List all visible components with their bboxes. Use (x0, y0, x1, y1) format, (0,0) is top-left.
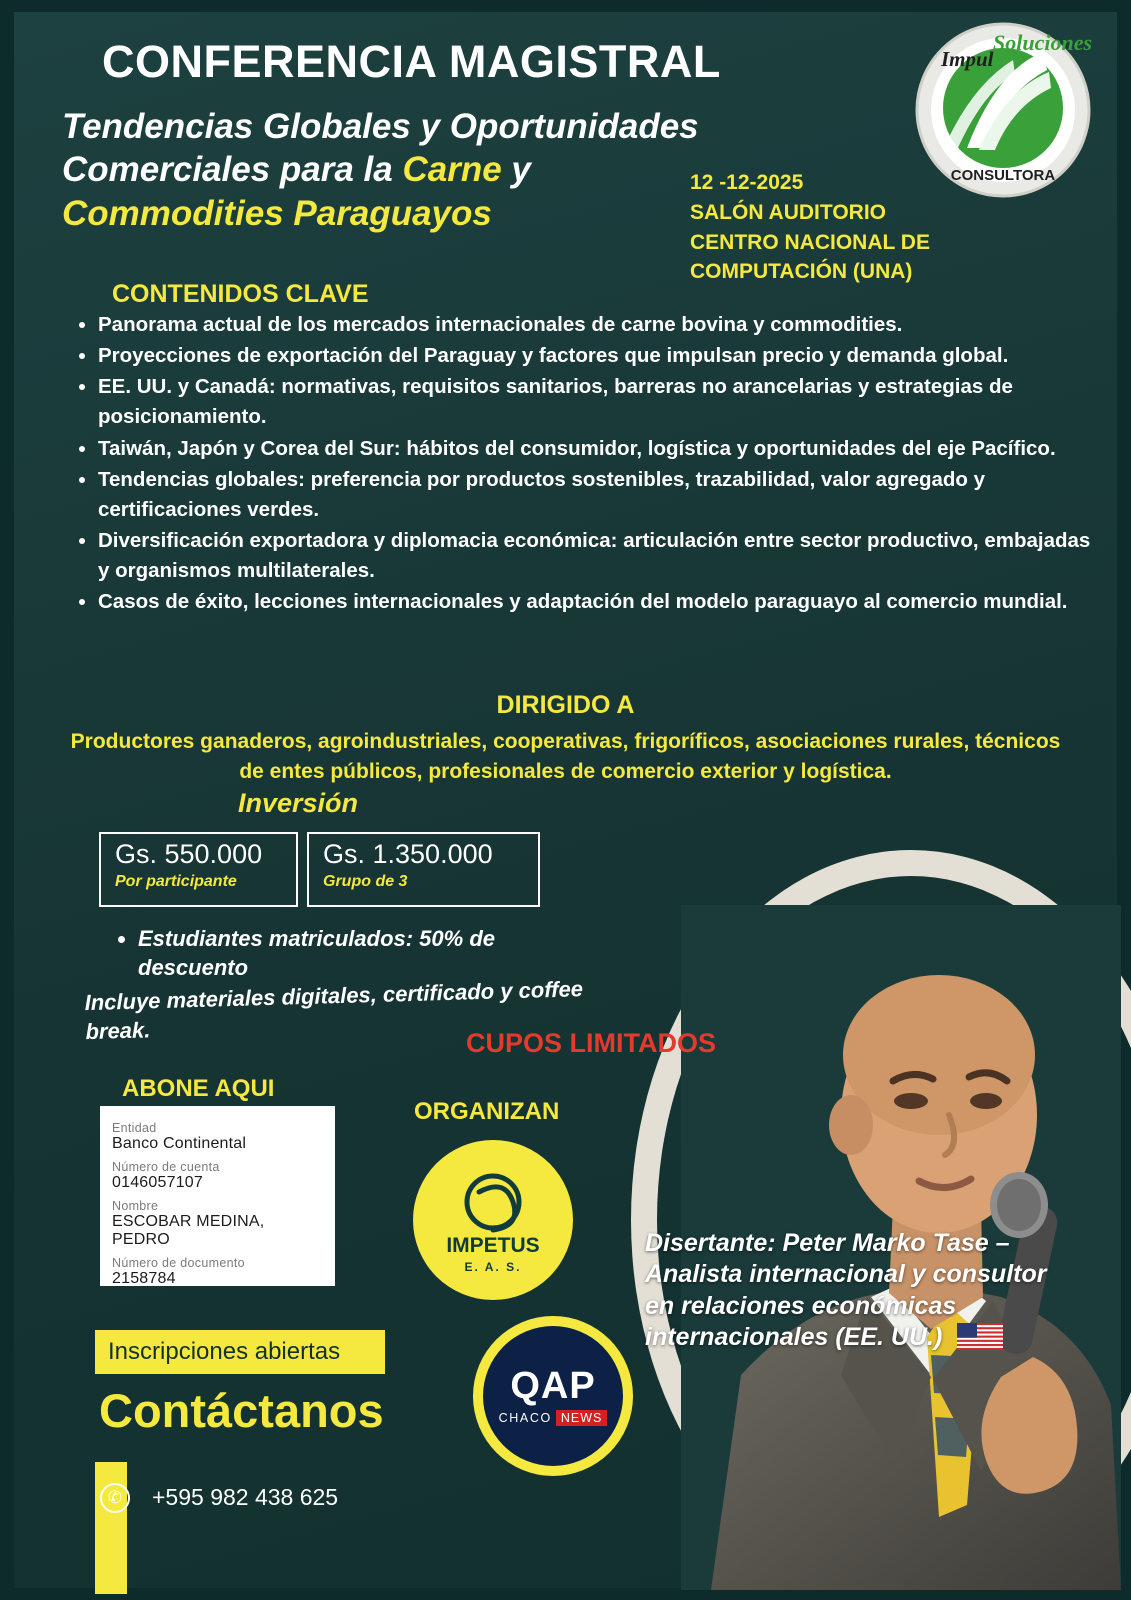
event-venue-line-2: CENTRO NACIONAL DE (690, 230, 930, 254)
bank-name-value: ESCOBAR MEDINA, PEDRO (112, 1213, 265, 1248)
list-item: • Proyecciones de exportación del Paraguay y factores que impulsan precio y demanda global. (98, 341, 1098, 371)
subtitle-line-3: Commodities Paraguayos (62, 193, 492, 233)
logo-impul-text: Impul (941, 47, 994, 71)
qap-subtitle (499, 1410, 608, 1426)
svg-text:IMPETUS: IMPETUS (446, 1234, 540, 1257)
list-item: • EE. UU. y Canadá: normativas, requisitos sanitarios, barreras no arancelarias y estrategias de posicionamiento. (98, 372, 1098, 432)
logo-sub-text: CONSULTORA (950, 167, 1056, 184)
bank-details-card (100, 1106, 335, 1286)
qap-news-text: NEWS (556, 1410, 608, 1426)
bank-account-value: 0146057107 (112, 1174, 203, 1191)
decorative-yellow-strip (95, 1462, 127, 1594)
subtitle-line-2-b: y (501, 150, 531, 190)
impetus-logo (413, 1140, 573, 1300)
event-date: 12 -12-2025 (690, 171, 804, 194)
includes-text: Incluye materiales digitales, certificado y coffee break. (84, 976, 584, 1044)
discount-item: • Estudiantes matriculados: 50% de descuento (138, 925, 598, 982)
phone-number: +595 982 438 625 (152, 1484, 339, 1510)
qap-wordmark: QAP (510, 1364, 596, 1407)
bank-name-label: Nombre (112, 1199, 159, 1213)
list-item: • Casos de éxito, lecciones internacionales y adaptación del modelo paraguayo al comercio mundial. (98, 587, 1098, 617)
bank-entity-label: Entidad (112, 1121, 157, 1135)
subtitle-line-2-a: Comerciales para la (62, 150, 403, 190)
svg-text:E. A. S.: E. A. S. (464, 1260, 522, 1274)
event-venue-line-1: SALÓN AUDITORIO (690, 200, 887, 224)
qap-chaco-news-logo (473, 1316, 633, 1476)
limited-seats-badge: CUPOS LIMITADOS (466, 1028, 717, 1058)
speaker-caption-text: Disertante: Peter Marko Tase – Analista internacional y consultor en relaciones económicas internacionales (EE. UU.) (645, 1229, 1047, 1351)
list-item: • Panorama actual de los mercados internacionales de carne bovina y commodities. (98, 310, 1098, 340)
us-flag-icon (957, 1323, 1003, 1350)
discount-list (110, 925, 598, 982)
impulsoluciones-logo (905, 20, 1101, 200)
list-item: • Diversificación exportadora y diplomacia económica: articulación entre sector productivo, embajadas y organismos multilaterales. (98, 526, 1098, 586)
audience-title: DIRIGIDO A (496, 691, 635, 719)
bank-entity-value: Banco Continental (112, 1135, 247, 1152)
contents-list (62, 310, 1098, 618)
registration-badge: Inscripciones abiertas (95, 1330, 385, 1374)
price-box-group (307, 832, 540, 907)
audience-text: Productores ganaderos, agroindustriales, cooperativas, frigoríficos, asociaciones rurales, técnicos de entes públicos, profesionales de comercio exterior y logística. (70, 730, 1061, 784)
price-box-individual (99, 832, 298, 907)
price-individual-amount: Gs. 550.000 (115, 839, 263, 869)
qap-chaco-text: CHACO (498, 1410, 552, 1425)
price-individual-note: Por participante (115, 872, 237, 890)
page-title: CONFERENCIA MAGISTRAL (102, 36, 721, 87)
impetus-swirl-icon (467, 1176, 519, 1230)
list-item: • Tendencias globales: preferencia por productos sostenibles, trazabilidad, valor agregado y certificaciones verdes. (98, 465, 1098, 525)
investment-title: Inversión (238, 788, 359, 818)
bank-account-label: Número de cuenta (112, 1160, 220, 1174)
payment-title: ABONE AQUI (122, 1075, 275, 1102)
phone-icon: ✆ (100, 1483, 130, 1513)
contents-title: CONTENIDOS CLAVE (112, 280, 369, 308)
event-venue-line-3: COMPUTACIÓN (UNA) (690, 260, 913, 284)
logo-soluciones-text: Soluciones (993, 30, 1093, 55)
contact-title: Contáctanos (99, 1384, 384, 1437)
bank-document-label: Número de documento (112, 1256, 245, 1270)
price-group-note: Grupo de 3 (323, 872, 408, 890)
speaker-caption (645, 1228, 1075, 1353)
organizers-title: ORGANIZAN (414, 1098, 560, 1125)
qap-inner-circle (483, 1326, 623, 1466)
bank-document-value: 2158784 (112, 1270, 176, 1287)
subtitle-line-1: Tendencias Globales y Oportunidades (62, 107, 699, 146)
price-group-amount: Gs. 1.350.000 (323, 839, 493, 869)
list-item: • Taiwán, Japón y Corea del Sur: hábitos del consumidor, logística y oportunidades del eje Pacífico. (98, 434, 1098, 464)
subtitle-highlight-carne: Carne (402, 150, 502, 190)
